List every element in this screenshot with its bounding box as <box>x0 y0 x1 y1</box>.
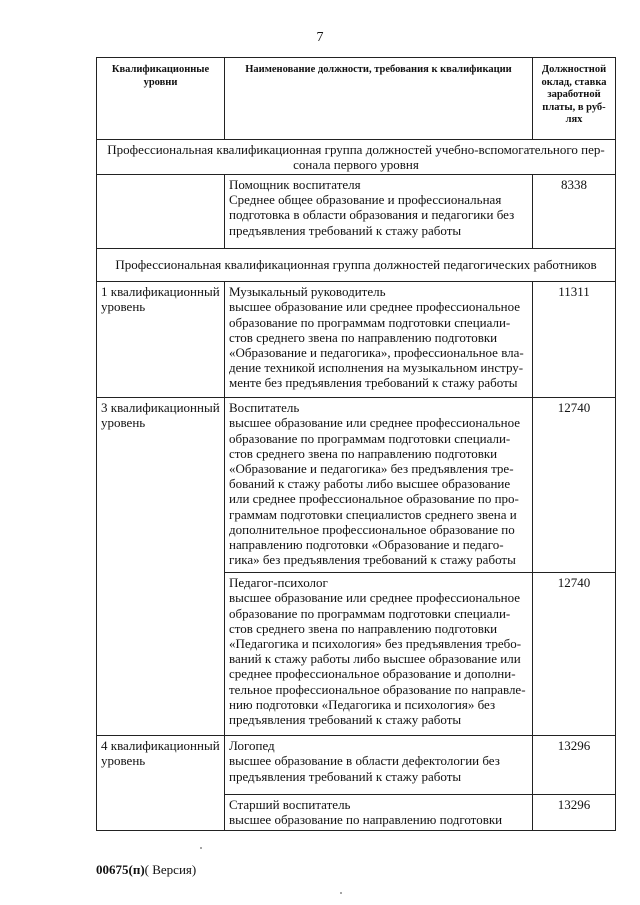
table-header-row <box>97 58 616 140</box>
row-salary-cell: 12740 <box>533 573 616 736</box>
row-position-cell: Логопед высшее образование в области дефектологии без предъявления требований к стажу работы <box>225 736 533 795</box>
group-teaching-staff: Профессиональная квалификационная группа должностей педагогических работников <box>97 248 616 281</box>
row-salary-cell: 8338 <box>533 174 616 248</box>
document-footer <box>96 862 196 878</box>
table-row <box>97 736 616 795</box>
row-position-cell: Педагог-психолог высшее образование или среднее профессиональное образование по программам подготовки специали- стов среднего звена по направлению подготовки «Педагогика и психология» без предъявления требо- ваний к стажу работы либо высшее образование или среднее профессиональное образование и дополни- тельное профессиональное образование по направле- нию подготовки «Педагогика и психология» без предъявления требований к стажу работы <box>225 573 533 736</box>
table-row <box>97 398 616 573</box>
row-position-cell: Воспитатель высшее образование или среднее профессиональное образование по программам подготовки специали- стов среднего звена по направлению подготовки «Образование и педагогика» без предъявления тре- бований к стажу работы либо высшее образование или среднее профессиональное образование по про- граммам подготовки специалистов среднего звена и дополнительное профессиональное образование по направлению подготовки «Образование и педаго- гика» без предъявления требований к стажу работы <box>225 398 533 573</box>
row-salary-cell: 13296 <box>533 736 616 795</box>
scan-speck <box>200 847 202 849</box>
scan-speck <box>340 892 342 894</box>
document-code: 00675(п) <box>96 862 145 877</box>
header-position: Наименование должности, требования к квалификации <box>225 58 533 140</box>
row-salary-cell: 12740 <box>533 398 616 573</box>
row-level-cell <box>97 174 225 248</box>
row-salary-cell: 11311 <box>533 282 616 398</box>
header-salary: Должностной оклад, ставка заработной платы, в руб-лях <box>533 58 616 140</box>
row-position-cell: Помощник воспитателя Среднее общее образование и профессиональная подготовка в области образования и педагогики без предъявления требований к стажу работы <box>225 174 533 248</box>
group-support-staff: Профессиональная квалификационная группа должностей учебно-вспомогательного пер-сонала первого уровня <box>97 139 616 174</box>
row-position-cell: Музыкальный руководитель высшее образование или среднее профессиональное образование по программам подготовки специали- стов среднего звена по направлению подготовки «Образование и педагогика», профессиональное вла- дение техникой исполнения на музыкальном инстру- менте без предъявления требований к стажу работы <box>225 282 533 398</box>
group-row <box>97 139 616 174</box>
row-level-cell: 4 квалификационный уровень <box>97 736 225 831</box>
qualification-table <box>96 57 616 831</box>
header-levels: Квалификационные уровни <box>97 58 225 140</box>
group-row <box>97 248 616 281</box>
table-row <box>97 174 616 248</box>
table-row <box>97 282 616 398</box>
row-level-cell: 3 квалификационный уровень <box>97 398 225 736</box>
page-number: 7 <box>316 30 324 45</box>
row-salary-cell: 13296 <box>533 795 616 831</box>
document-version: ( Версия) <box>144 862 197 877</box>
row-level-cell: 1 квалификационный уровень <box>97 282 225 398</box>
row-position-cell: Старший воспитатель высшее образование по направлению подготовки <box>225 795 533 831</box>
